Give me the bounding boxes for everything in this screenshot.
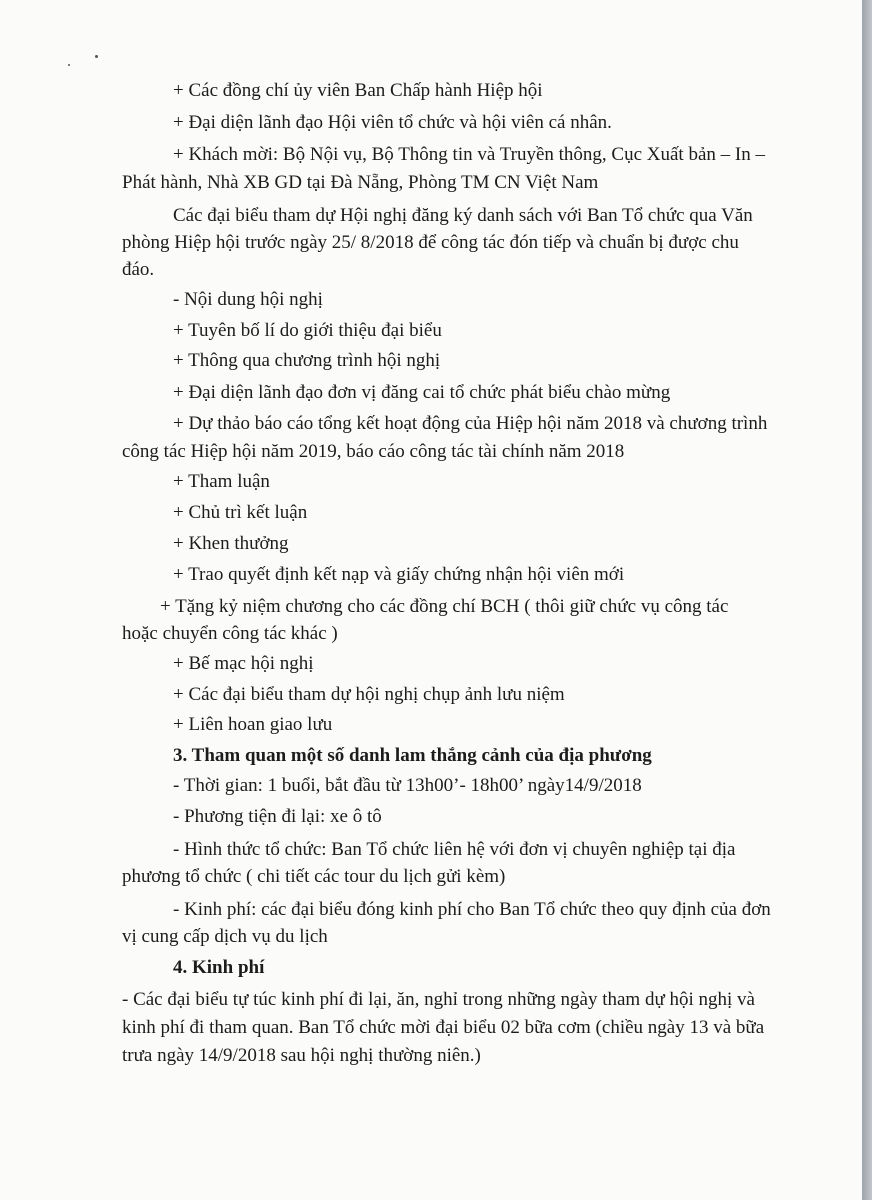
text-line: + Chủ trì kết luận: [173, 502, 308, 523]
text-line: - Kinh phí: các đại biểu đóng kinh phí cho Ban Tổ chức theo quy định của đơn: [173, 899, 771, 920]
text-line: - Thời gian: 1 buổi, bắt đầu từ 13h00’- 18h00’ ngày14/9/2018: [173, 775, 642, 796]
text-line: + Các đồng chí ủy viên Ban Chấp hành Hiệp hội: [173, 80, 543, 101]
text-line: + Liên hoan giao lưu: [173, 714, 333, 735]
text-line: Phát hành, Nhà XB GD tại Đà Nẵng, Phòng TM CN Việt Nam: [122, 172, 599, 193]
text-line: + Đại diện lãnh đạo Hội viên tổ chức và hội viên cá nhân.: [173, 112, 612, 133]
text-line: + Khen thưởng: [173, 533, 289, 554]
text-line: + Thông qua chương trình hội nghị: [173, 350, 441, 371]
text-line: phòng Hiệp hội trước ngày 25/ 8/2018 để công tác đón tiếp và chuẩn bị được chu: [122, 232, 739, 253]
section-heading: 4. Kinh phí: [173, 957, 265, 978]
text-line: - Phương tiện đi lại: xe ô tô: [173, 806, 382, 827]
text-line: trưa ngày 14/9/2018 sau hội nghị thường niên.): [122, 1045, 481, 1066]
text-line: + Trao quyết định kết nạp và giấy chứng nhận hội viên mới: [173, 564, 625, 585]
text-line: đáo.: [122, 259, 155, 280]
text-line: - Hình thức tổ chức: Ban Tổ chức liên hệ với đơn vị chuyên nghiệp tại địa: [173, 839, 736, 860]
text-line: + Bế mạc hội nghị: [173, 653, 314, 674]
text-line: - Các đại biểu tự túc kinh phí đi lại, ăn, nghỉ trong những ngày tham dự hội nghị và: [122, 989, 755, 1010]
text-line: + Khách mời: Bộ Nội vụ, Bộ Thông tin và Truyền thông, Cục Xuất bản – In –: [173, 144, 765, 165]
text-line: + Tuyên bố lí do giới thiệu đại biểu: [173, 320, 442, 341]
text-line: Các đại biểu tham dự Hội nghị đăng ký danh sách với Ban Tổ chức qua Văn: [173, 205, 753, 226]
scan-speck: [68, 64, 70, 66]
scan-speck: [95, 55, 98, 58]
text-line: + Đại diện lãnh đạo đơn vị đăng cai tổ chức phát biểu chào mừng: [173, 382, 671, 403]
text-line: vị cung cấp dịch vụ du lịch: [122, 926, 328, 947]
text-line: công tác Hiệp hội năm 2019, báo cáo công tác tài chính năm 2018: [122, 441, 625, 462]
text-line: + Các đại biểu tham dự hội nghị chụp ảnh lưu niệm: [173, 684, 565, 705]
text-line: + Tham luận: [173, 471, 270, 492]
scan-edge: [862, 0, 872, 1200]
text-line: hoặc chuyển công tác khác ): [122, 623, 338, 644]
section-heading: 3. Tham quan một số danh lam thắng cảnh của địa phương: [173, 745, 652, 766]
text-line: + Dự thảo báo cáo tổng kết hoạt động của Hiệp hội năm 2018 và chương trình: [173, 413, 768, 434]
text-line: - Nội dung hội nghị: [173, 289, 323, 310]
text-line: + Tặng kỷ niệm chương cho các đồng chí BCH ( thôi giữ chức vụ công tác: [160, 596, 729, 617]
text-line: phương tổ chức ( chi tiết các tour du lịch gửi kèm): [122, 866, 506, 887]
text-line: kinh phí đi tham quan. Ban Tổ chức mời đại biểu 02 bữa cơm (chiều ngày 13 và bữa: [122, 1017, 765, 1038]
